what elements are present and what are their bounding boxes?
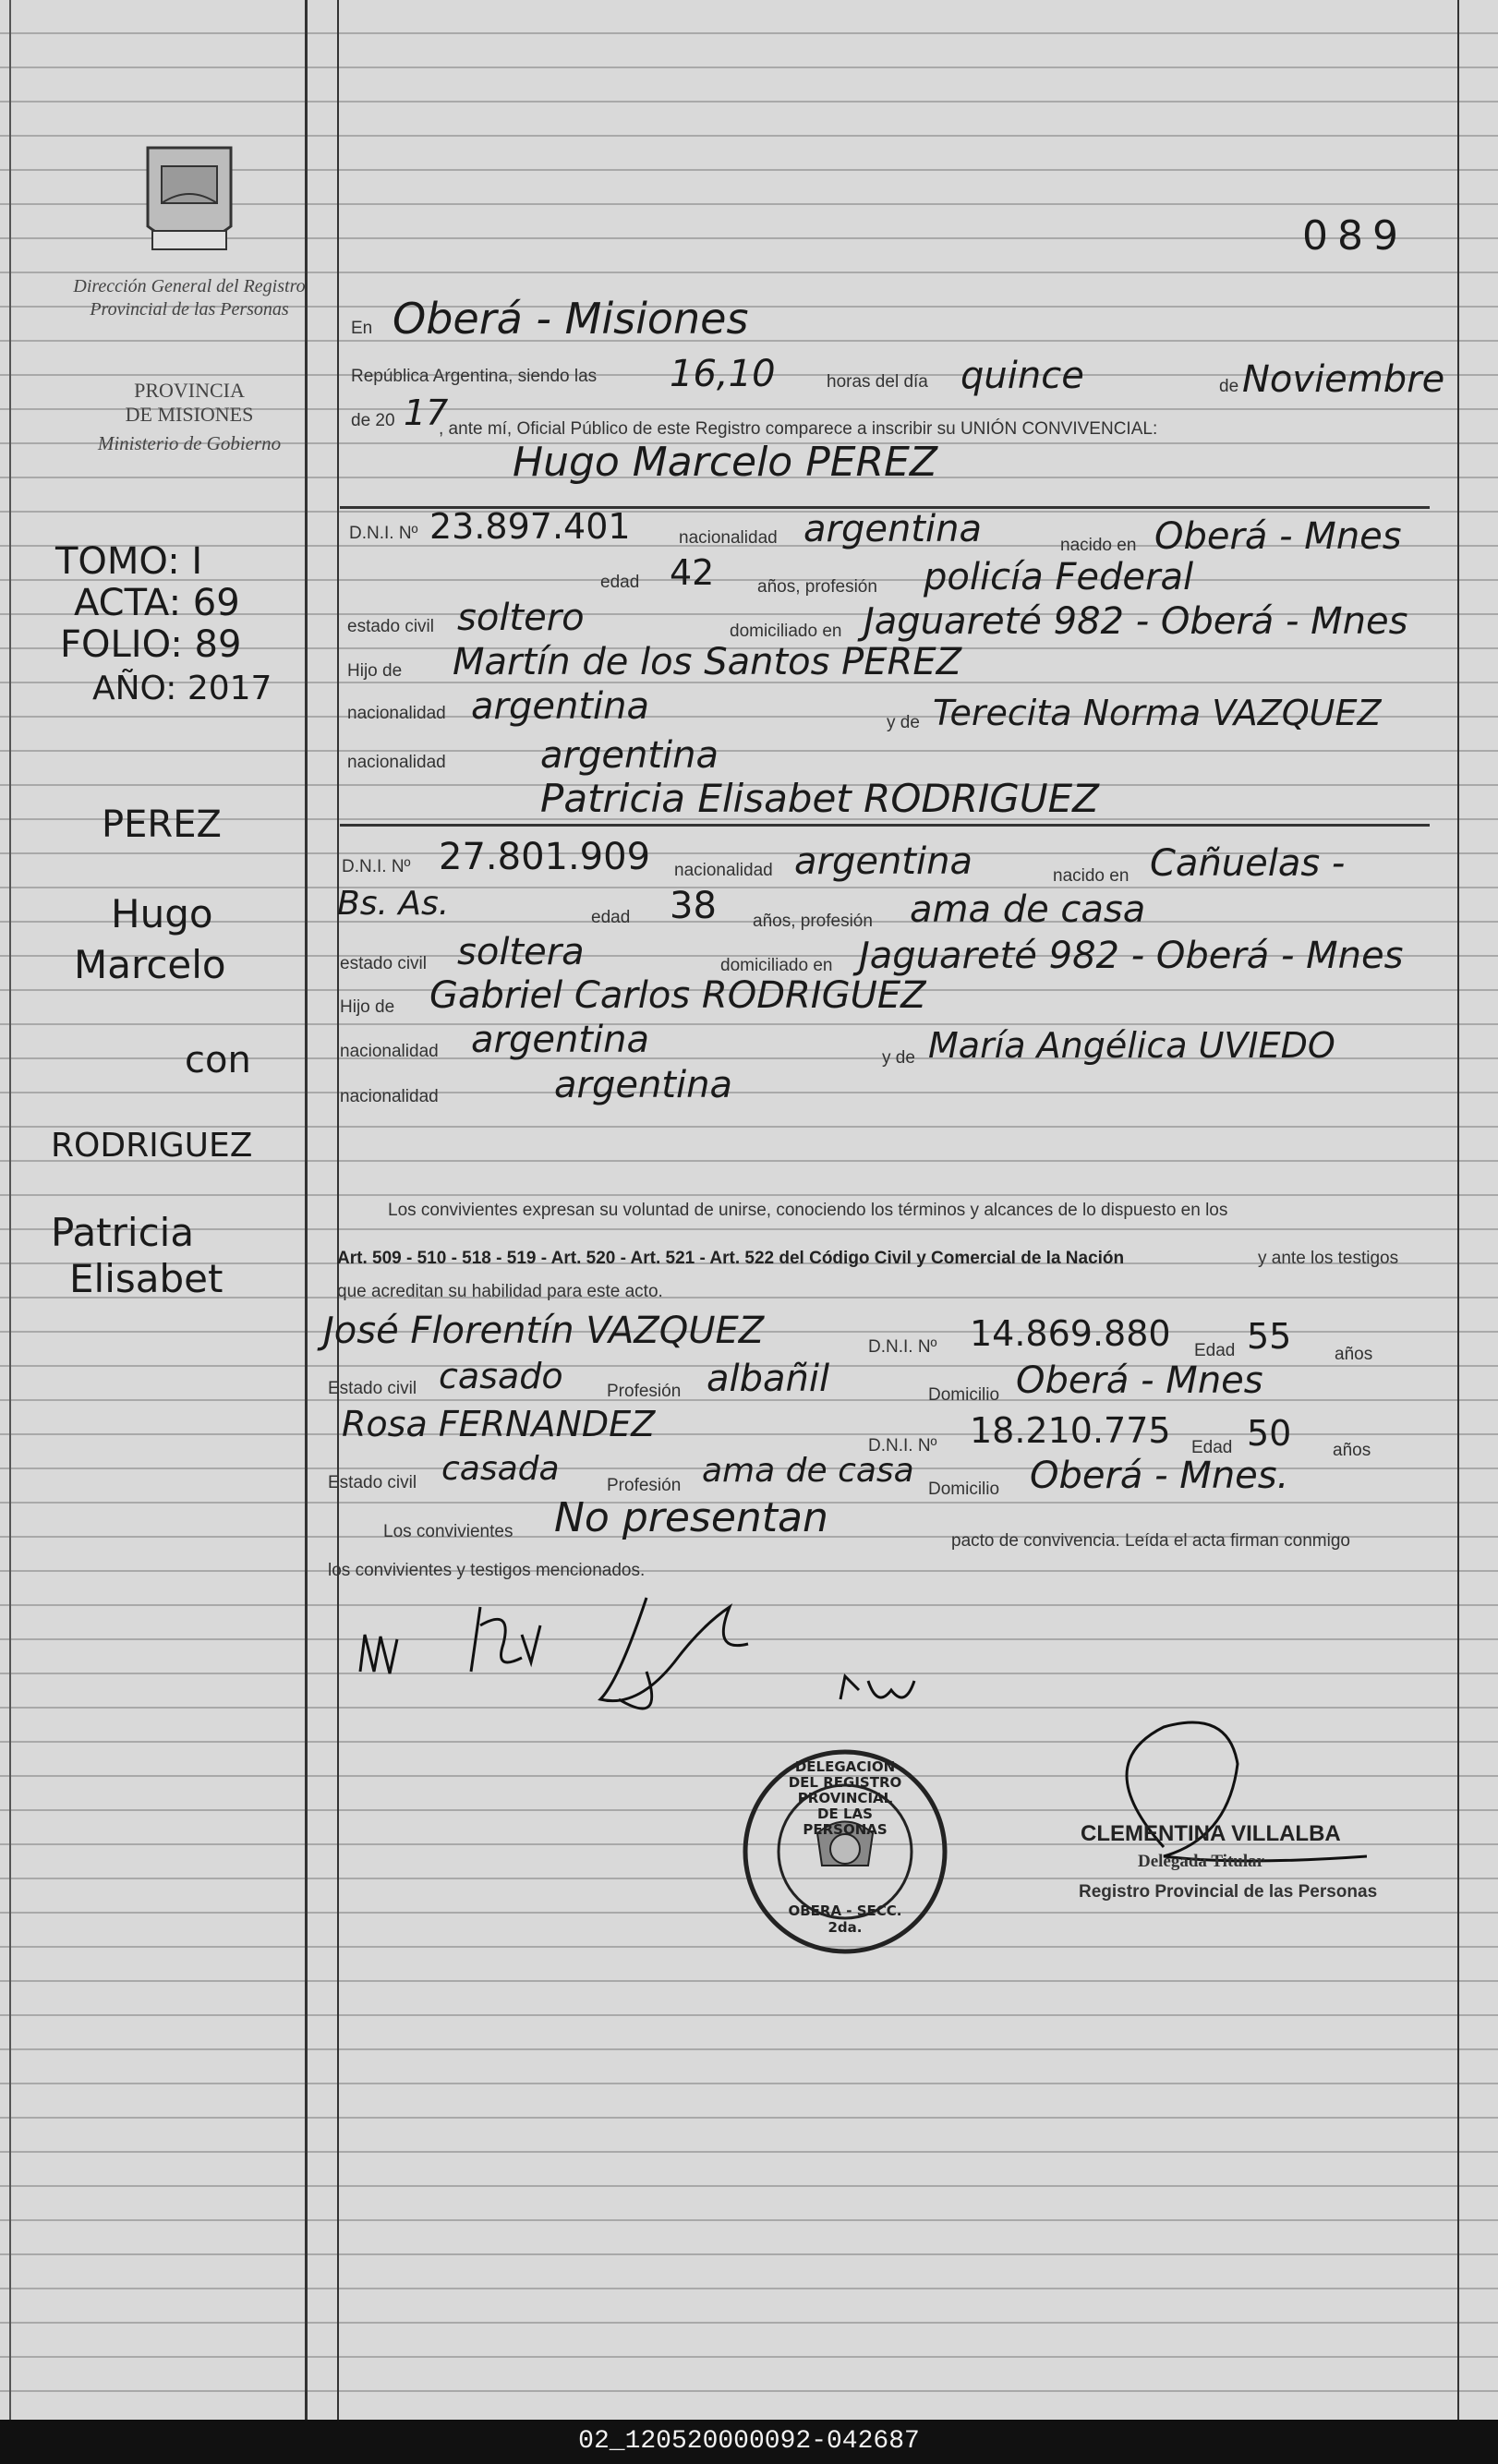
p2-father-nat-label: nacionalidad bbox=[340, 1042, 439, 1061]
p2-mother-nat-label: nacionalidad bbox=[340, 1087, 439, 1106]
p2-birthplace-2: Bs. As. bbox=[337, 885, 450, 923]
pacto-text: pacto de convivencia. Leída el acta firman conmigo bbox=[951, 1531, 1350, 1551]
closing-text: los convivientes y testigos mencionados. bbox=[328, 1561, 646, 1580]
w1-civil-label: Estado civil bbox=[328, 1379, 417, 1398]
p1-father: Martín de los Santos PEREZ bbox=[453, 641, 962, 683]
w1-address: Oberá - Mnes bbox=[1016, 1359, 1263, 1402]
official-role: Delegada Titular bbox=[1138, 1852, 1265, 1871]
p2-mother: María Angélica UVIEDO bbox=[928, 1025, 1335, 1066]
p2-dni-label: D.N.I. Nº bbox=[342, 857, 411, 876]
act-year-suffix: 17 bbox=[404, 393, 449, 433]
p1-nationality: argentina bbox=[803, 508, 982, 550]
margin-name-2b: Elisabet bbox=[69, 1256, 223, 1301]
p1-civil-label: estado civil bbox=[347, 617, 434, 636]
margin-name-1a: Hugo bbox=[111, 891, 213, 936]
p2-address: Jaguareté 982 - Oberá - Mnes bbox=[859, 935, 1404, 977]
margin-anio: AÑO: 2017 bbox=[92, 670, 272, 707]
w2-anos-label: años bbox=[1333, 1441, 1371, 1460]
p1-dni: 23.897.401 bbox=[429, 506, 631, 547]
w1-dni-label: D.N.I. Nº bbox=[868, 1337, 937, 1357]
p1-address: Jaguareté 982 - Oberá - Mnes bbox=[864, 600, 1408, 643]
w2-name: Rosa FERNANDEZ bbox=[342, 1404, 656, 1444]
pacto-value: No presentan bbox=[554, 1494, 828, 1541]
p1-profession: policía Federal bbox=[924, 556, 1194, 598]
p1-yde-label: y de bbox=[887, 713, 920, 732]
p1-mother-nat-label: nacionalidad bbox=[347, 753, 446, 772]
margin-tomo: TOMO: I bbox=[55, 540, 203, 583]
person2-name: Patricia Elisabet RODRIGUEZ bbox=[540, 776, 1099, 821]
republic-text: República Argentina, siendo las bbox=[351, 367, 598, 386]
page-number: 089 bbox=[1302, 212, 1407, 260]
act-month: Noviembre bbox=[1242, 358, 1445, 401]
person1-name: Hugo Marcelo PEREZ bbox=[513, 439, 938, 486]
separator-2 bbox=[340, 824, 1430, 827]
institution-name: Dirección General del Registro Provincial de las Personas bbox=[73, 276, 306, 320]
ante-text: , ante mí, Oficial Público de este Registro comparece a inscribir su UNIÓN CONVIVENCIAL: bbox=[439, 419, 1158, 439]
right-edge-line bbox=[1457, 0, 1459, 2420]
w1-dni: 14.869.880 bbox=[970, 1313, 1171, 1354]
declaration-line-3: que acreditan su habilidad para este acto. bbox=[337, 1282, 663, 1301]
p1-dom-label: domiciliado en bbox=[730, 622, 842, 641]
p1-birthplace: Oberá - Mnes bbox=[1154, 515, 1402, 558]
p1-age: 42 bbox=[670, 552, 715, 593]
document-code-bar: 02_120520000092-042687 bbox=[0, 2420, 1498, 2464]
province-name: PROVINCIA DE MISIONES bbox=[125, 379, 254, 426]
p2-nac-label: nacionalidad bbox=[674, 861, 773, 880]
official-office: Registro Provincial de las Personas bbox=[1079, 1882, 1378, 1902]
year-prefix: de 20 bbox=[351, 411, 395, 430]
p2-birthplace: Cañuelas - bbox=[1150, 842, 1346, 885]
act-place: Oberá - Misiones bbox=[393, 294, 749, 344]
stamp-inner-text: OBERA - SECC. 2da. bbox=[788, 1902, 902, 1936]
w1-anos-label: años bbox=[1335, 1345, 1373, 1364]
p2-mother-nat: argentina bbox=[554, 1064, 732, 1106]
w2-civil-label: Estado civil bbox=[328, 1473, 417, 1492]
act-day: quince bbox=[960, 355, 1084, 397]
hours-text: horas del día bbox=[827, 372, 928, 392]
en-label: En bbox=[351, 319, 373, 338]
w1-profession: albañil bbox=[707, 1358, 830, 1400]
signatures bbox=[342, 1570, 988, 1736]
p1-mother: Terecita Norma VAZQUEZ bbox=[933, 693, 1382, 733]
margin-acta: ACTA: 69 bbox=[74, 582, 240, 624]
p2-age: 38 bbox=[670, 885, 717, 927]
p2-civil: soltera bbox=[457, 931, 585, 973]
p1-anos-label: años, profesión bbox=[757, 577, 877, 597]
w1-civil: casado bbox=[439, 1356, 563, 1396]
p2-dom-label: domiciliado en bbox=[720, 956, 833, 975]
declaration-line-1: Los convivientes expresan su voluntad de unirse, conociendo los términos y alcances de lo dispuesto en los bbox=[388, 1201, 1228, 1220]
margin-name-2a: Patricia bbox=[51, 1210, 195, 1255]
p1-father-nat: argentina bbox=[471, 685, 649, 728]
p1-father-nat-label: nacionalidad bbox=[347, 704, 446, 723]
p2-yde-label: y de bbox=[882, 1048, 915, 1068]
p2-nationality: argentina bbox=[794, 840, 972, 883]
w2-profession: ama de casa bbox=[702, 1452, 914, 1490]
p2-profession: ama de casa bbox=[910, 888, 1146, 931]
w1-edad-label: Edad bbox=[1194, 1341, 1236, 1360]
official-name: CLEMENTINA VILLALBA bbox=[1081, 1821, 1341, 1846]
p1-edad-label: edad bbox=[600, 573, 640, 592]
margin-surname-2: RODRIGUEZ bbox=[51, 1127, 253, 1165]
p2-father-nat: argentina bbox=[471, 1019, 649, 1061]
w2-age: 50 bbox=[1247, 1413, 1292, 1454]
p1-hijo-label: Hijo de bbox=[347, 661, 403, 681]
p1-mother-nat: argentina bbox=[540, 734, 719, 777]
margin-con: con bbox=[185, 1039, 251, 1081]
p1-civil: soltero bbox=[457, 597, 585, 639]
p2-hijo-label: Hijo de bbox=[340, 997, 395, 1017]
declaration-line-2b: y ante los testigos bbox=[1258, 1249, 1399, 1268]
province-crest-icon bbox=[139, 139, 240, 263]
w2-prof-label: Profesión bbox=[607, 1476, 682, 1495]
w2-dni: 18.210.775 bbox=[970, 1410, 1171, 1451]
p1-dni-label: D.N.I. Nº bbox=[349, 524, 418, 543]
ministry-name: Ministerio de Gobierno bbox=[97, 432, 282, 454]
margin-name-1b: Marcelo bbox=[74, 942, 226, 987]
w2-dom-label: Domicilio bbox=[928, 1480, 1000, 1499]
w1-prof-label: Profesión bbox=[607, 1382, 682, 1401]
w1-dom-label: Domicilio bbox=[928, 1385, 1000, 1405]
left-edge-line bbox=[9, 0, 11, 2420]
p2-father: Gabriel Carlos RODRIGUEZ bbox=[429, 974, 926, 1017]
p1-nac-label: nacionalidad bbox=[679, 528, 778, 548]
stamp-ring-text: DELEGACION DEL REGISTRO PROVINCIAL DE LAS PERSONAS bbox=[788, 1758, 902, 1838]
p1-nacido-label: nacido en bbox=[1060, 536, 1137, 555]
w2-edad-label: Edad bbox=[1191, 1438, 1233, 1457]
body-left-rule bbox=[337, 0, 339, 2420]
w2-dni-label: D.N.I. Nº bbox=[868, 1436, 937, 1455]
margin-surname-1: PEREZ bbox=[102, 803, 222, 846]
p2-edad-label: edad bbox=[591, 908, 631, 927]
w2-civil: casada bbox=[441, 1450, 560, 1488]
margin-folio: FOLIO: 89 bbox=[60, 623, 242, 666]
w2-address: Oberá - Mnes. bbox=[1030, 1455, 1289, 1497]
act-time: 16,10 bbox=[670, 353, 776, 395]
p2-anos-label: años, profesión bbox=[753, 912, 873, 931]
w1-name: José Florentín VAZQUEZ bbox=[323, 1310, 765, 1352]
convivientes-label: Los convivientes bbox=[383, 1522, 513, 1541]
margin-divider bbox=[305, 0, 308, 2420]
w1-age: 55 bbox=[1247, 1316, 1292, 1357]
p2-civil-label: estado civil bbox=[340, 954, 427, 973]
p2-dni: 27.801.909 bbox=[439, 836, 651, 878]
de-label: de bbox=[1219, 377, 1239, 396]
p2-nacido-label: nacido en bbox=[1053, 866, 1130, 886]
declaration-line-2: Art. 509 - 510 - 518 - 519 - Art. 520 - Art. 521 - Art. 522 del Código Civil y Comercial de la Nación bbox=[337, 1249, 1125, 1268]
